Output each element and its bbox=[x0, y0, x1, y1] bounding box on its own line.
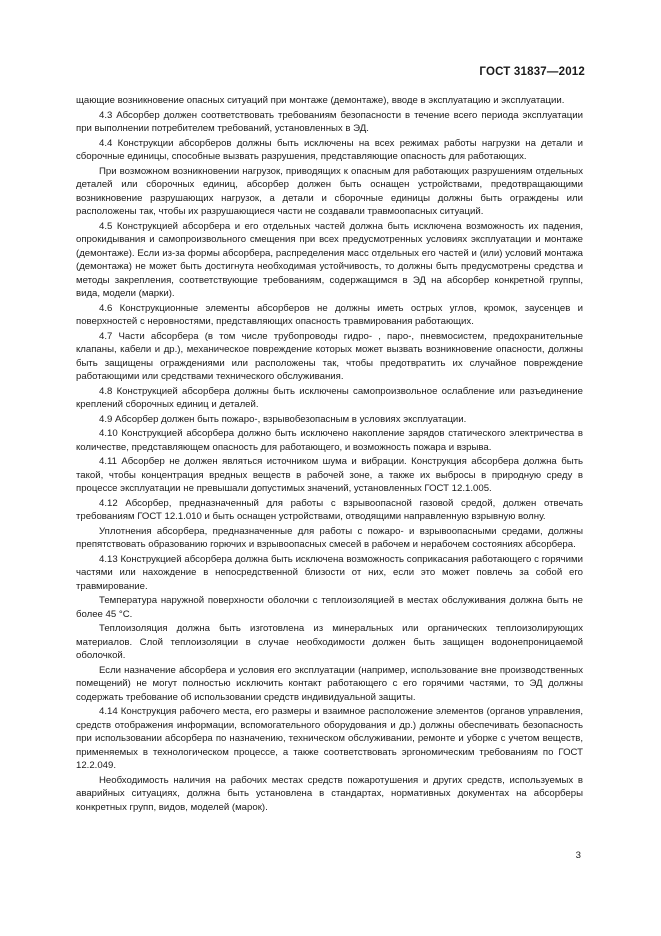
paragraph: 4.11 Абсорбер не должен являться источником шума и вибрации. Конструкция абсорбера должна быть такой, чтобы концентрация вредных веществ в рабочей зоне, а также их выбросы в природную среду в процессе эксплуатации не превышали допустимых значений, установленных ГОСТ 12.1.005. bbox=[76, 456, 583, 494]
paragraph: Теплоизоляция должна быть изготовлена из минеральных или органических теплоизолирующих материалов. Слой теплоизоляции в случае необходимости должен быть защищен водонепроницаемой оболочкой. bbox=[76, 623, 583, 661]
paragraph: 4.10 Конструкцией абсорбера должно быть исключено накопление зарядов статического электричества в количестве, представляющем опасность для работающего, и возможность пожара и взрыва. bbox=[76, 428, 583, 453]
paragraph: При возможном возникновении нагрузок, приводящих к опасным для работающих разрушениям отдельных деталей или сборочных единиц, абсорбер должен быть оснащен устройствами, предотвращающими возникновение разрушающих нагрузок, а детали и сборочные единицы должны быть ограждены или расположены так, чтобы их разрушающиеся части не создавали травмоопасных ситуаций. bbox=[76, 165, 583, 217]
paragraph: Если назначение абсорбера и условия его эксплуатации (например, использование вне производственных помещений) не могут полностью исключить контакт работающего с его горячими частями, то ЭД должны содержать требование об использовании средств индивидуальной защиты. bbox=[76, 664, 583, 703]
paragraph: 4.3 Абсорбер должен соответствовать требованиям безопасности в течение всего периода эксплуатации при выполнении потребителем требований, установленных в ЭД. bbox=[76, 109, 583, 134]
paragraph: Уплотнения абсорбера, предназначенные для работы с пожаро- и взрывоопасными средами, должны препятствовать образованию горючих и взрывоопасных смесей в рабочем и нерабочем состояниях абсорбера. bbox=[76, 525, 583, 550]
paragraph: 4.6 Конструкционные элементы абсорберов не должны иметь острых углов, кромок, заусенцев и поверхностей с неровностями, представляющих опасность травмирования работающих. bbox=[76, 302, 583, 327]
document-header: ГОСТ 31837—2012 bbox=[479, 66, 585, 78]
paragraph: 4.9 Абсорбер должен быть пожаро-, взрывобезопасным в условиях эксплуатации. bbox=[99, 413, 467, 425]
paragraph: 4.8 Конструкцией абсорбера должны быть исключены самопроизвольное ослабление или разъединение креплений сборочных единиц и деталей. bbox=[76, 385, 583, 410]
paragraph: 4.7 Части абсорбера (в том числе трубопроводы гидро- , паро-, пневмосистем, предохранительные клапаны, кабели и др.), механическое повреждение которых может вызвать возникновение опасности, должны быть защищены ограждениями или расположены так, чтобы предотвратить их случайное повреждение работающими или средствами технического обслуживания. bbox=[76, 330, 583, 382]
paragraph: 4.13 Конструкцией абсорбера должна быть исключена возможность соприкасания работающего с горячими частями или нахождение в непосредственной близости от них, если это может повлечь за собой его травмирование. bbox=[76, 553, 583, 592]
document-body bbox=[76, 94, 583, 815]
paragraph: 4.5 Конструкцией абсорбера и его отдельных частей должна быть исключена возможность их падения, опрокидывания и самопроизвольного смещения при всех предусмотренных условиях эксплуатации и монтаже (демонтаже). Если из-за формы абсорбера, распределения масс отдельных его частей и (или) условий монтажа (демонтажа) не может быть достигнута необходимая устойчивость, то должны быть предусмотрены средства и методы закрепления, соответствующие требованиям, содержащимся в ЭД на абсорбер конкретной группы, вида, модели (марки). bbox=[76, 220, 583, 299]
page-number: 3 bbox=[575, 850, 581, 861]
paragraph: щающие возникновение опасных ситуаций при монтаже (демонтаже), вводе в эксплуатацию и эксплуатации. bbox=[76, 95, 565, 106]
paragraph: Температура наружной поверхности оболочки с теплоизоляцией в местах обслуживания должна быть не более 45 °С. bbox=[76, 595, 583, 620]
paragraph: Необходимость наличия на рабочих местах средств пожаротушения и других средств, используемых в аварийных ситуациях, должна быть установлена в стандартах, нормативных документах на абсорберы конкретных групп, видов, моделей (марок). bbox=[76, 774, 583, 813]
paragraph: 4.14 Конструкция рабочего места, его размеры и взаимное расположение элементов (органов управления, средств отображения информации, вспомогательного оборудования и др.) должны обеспечивать безопасность при использовании абсорбера по назначению, техническом обслуживании, ремонте и уборке с учетом веществ, применяемых в технологическом процессе, а также соответствовать эргономическим требованиям по ГОСТ 12.2.049. bbox=[76, 706, 583, 771]
paragraph: 4.4 Конструкции абсорберов должны быть исключены на всех режимах работы нагрузки на детали и сборочные единицы, способные вызвать разрушения, представляющие опасность для работающих. bbox=[76, 137, 583, 162]
paragraph: 4.12 Абсорбер, предназначенный для работы с взрывоопасной газовой средой, должен отвечать требованиям ГОСТ 12.1.010 и быть оснащен устройствами, отводящими направленную взрывную волну. bbox=[76, 497, 583, 522]
